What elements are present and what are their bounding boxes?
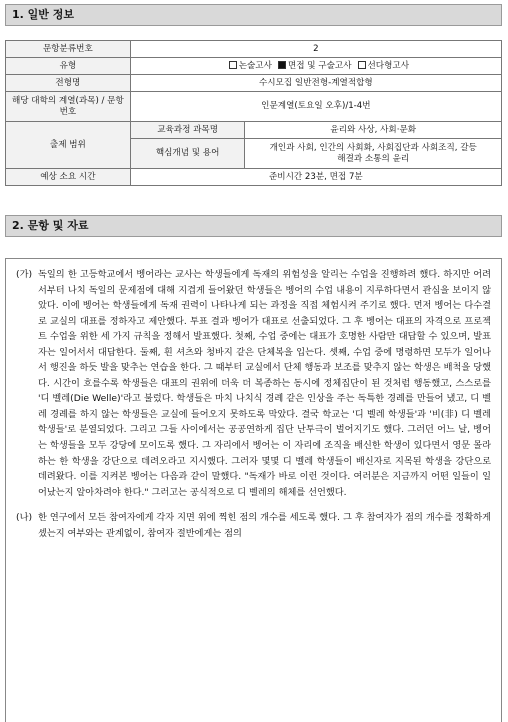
- value-admission: 수시모집 일반전형-계열적합형: [130, 75, 501, 92]
- value-department: 인문계열(토요일 오후)/1-4번: [130, 92, 501, 122]
- label-time: 예상 소요 시간: [6, 169, 131, 186]
- type-option-label: 선다형고사: [367, 60, 410, 71]
- section-title: 1. 일반 정보: [12, 8, 74, 21]
- checkbox-unchecked: [229, 61, 237, 69]
- section-header-questions: [5, 215, 502, 237]
- passage-marker: (가): [16, 269, 33, 280]
- label-subject: 교육과정 과목명: [130, 122, 245, 139]
- passage-text: 독일의 한 고등학교에서 벵어라는 교사는 학생들에게 독재의 위험성을 알리는 수업을 진행하려 했다. 하지만 어려서부터 나치 독일의 문제점에 대해 지겹게 들어왔던 학생들은 벵어의 수업 내용이 지루하다면서 관심을 보이지 않았다. 이에 벵어는 학생들에게 독재 권력이 나타나게 되는 과정을 직접 체험시켜 주기로 했다. 먼저 벵어는 다수결로 교실의 대표를 정하자고 제안했다. 투표 결과 벵어가 대표로 선출되었다. 그 후 벵어는 대표의 자격으로 프로젝트 수업을 위한 세 가지 규칙을 정해서 발표했다. 첫째, 수업 중에는 대표가 호명한 사람만 대답할 수 있으며, 발표자는 일어서서 대답한다. 둘째, 흰 셔츠와 청바지 같은 단체복을 입는다. 셋째, 수업 중에 명령하면 모두가 일어나서 행진을 하듯 발을 맞추는 연습을 한다. 그 때부터 교실에서 단체 행동과 보조를 맞추지 않는 학생은 배척을 당했다. 시간이 흐를수록 학생들은 대표의 권위에 더욱 더 복종하는 동시에 정체집단이 된 것처럼 행동했고, 스스로를 '디 벨레(Die Welle)'라고 불렀다. 학생들은 마치 나치식 경례 같은 인상을 주는 독특한 경례를 만들어 냈고, 디 벨레 경례를 하지 않는 학생들은 교실에 들어오지 못하도록 막았다. 결국 학교는 '디 벨레 학생들'과 '비(非) 디 벨레 학생들'로 분열되었다. 그리고 그들 사이에서는 공공연하게 집단 난투극이 벌어지기도 했다. 그러던 어느 날, 벵어는 학생들을 모두 강당에 모이도록 했다. 그 자리에서 벵어는 이 자리에 조직을 배신한 학생이 있다면서 영문 몰라 하는 한 학생을 강단으로 데려오라고 지시했다. 그러자 몇몇 디 벨레 학생들이 배신자로 지목된 학생을 강단으로 데려왔다. 이를 지켜본 벵어는 다음과 같이 말했다. "독재가 바로 이런 것이다. 여러분은 지금까지 어떤 일들이 일어났는지 알아차려야 한다." 그러고는 공식적으로 디 벨레의 해체를 선언했다.: [38, 269, 491, 498]
- value-concept: 개인과 사회, 인간의 사회화, 사회집단과 사회조직, 갈등해결과 소통의 윤리: [245, 139, 502, 169]
- passage-na: [16, 510, 491, 541]
- label-admission: 전형명: [6, 75, 131, 92]
- passage-text: 한 연구에서 모든 참여자에게 각자 지면 위에 찍힌 점의 개수를 세도록 했다. 그 후 참여자가 점의 개수를 정확하게 셌는지 여부와는 관계없이, 참여자 절반에게는 점의: [38, 512, 491, 539]
- section-title: 2. 문항 및 자료: [12, 219, 89, 232]
- section-header-general-info: [5, 4, 502, 26]
- label-type: 유형: [6, 58, 131, 75]
- type-option-label: 면접 및 구술고사: [287, 60, 352, 71]
- checkbox-checked: [278, 61, 286, 69]
- passage-marker: (나): [16, 512, 33, 524]
- label-item-number: 문항분류번호: [6, 41, 131, 58]
- label-scope: 출제 범위: [6, 122, 131, 169]
- passage-ga: [16, 267, 491, 500]
- value-type: [130, 58, 501, 75]
- passage-box: [5, 258, 502, 722]
- value-time: 준비시간 23분, 면접 7분: [130, 169, 501, 186]
- value-item-number: 2: [130, 41, 501, 58]
- type-options: [223, 61, 409, 71]
- label-department: 해당 대학의 계열(과목) / 문항번호: [6, 92, 131, 122]
- checkbox-unchecked: [358, 61, 366, 69]
- label-concept: 핵심개념 및 용어: [130, 139, 245, 169]
- value-subject: 윤리와 사상, 사회·문화: [245, 122, 502, 139]
- general-info-table: [5, 40, 502, 186]
- type-option-label: 논술고사: [238, 60, 272, 71]
